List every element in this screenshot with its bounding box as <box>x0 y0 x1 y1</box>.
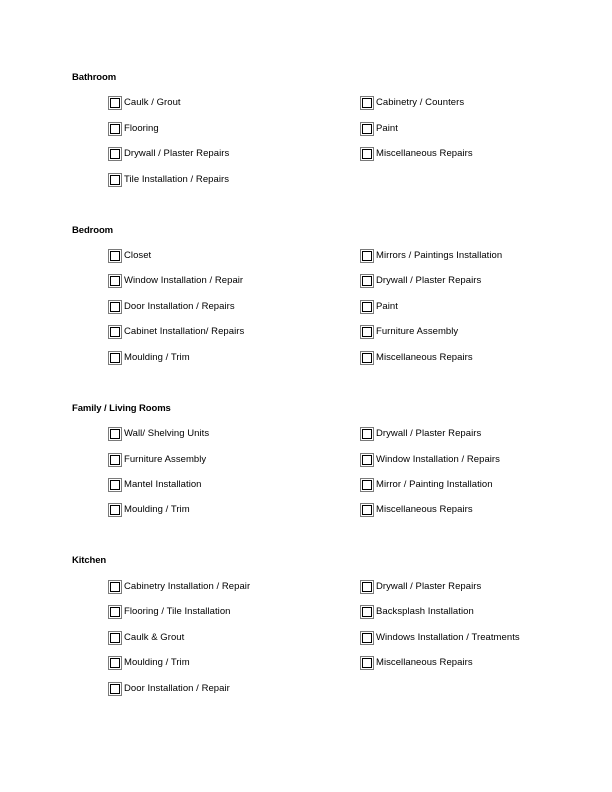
checkbox-icon[interactable] <box>360 96 374 110</box>
checkbox-label: Furniture Assembly <box>376 326 459 337</box>
checkbox-icon[interactable] <box>360 274 374 288</box>
checkbox-icon[interactable] <box>108 682 122 696</box>
checkbox-bedroom-cabinet[interactable] <box>108 325 244 339</box>
checkbox-label: Mirrors / Paintings Installation <box>376 250 503 261</box>
checkbox-icon[interactable] <box>108 274 122 288</box>
checkbox-kitchen-caulk[interactable] <box>108 631 184 645</box>
checkbox-icon[interactable] <box>360 580 374 594</box>
checkbox-living-shelving[interactable] <box>108 427 209 441</box>
checkbox-living-drywall[interactable] <box>360 427 481 441</box>
checkbox-bathroom-flooring[interactable] <box>108 122 159 136</box>
checkbox-bedroom-misc[interactable] <box>360 351 473 365</box>
checkbox-bedroom-moulding[interactable] <box>108 351 190 365</box>
checkbox-bathroom-tile[interactable] <box>108 173 229 187</box>
checkbox-icon[interactable] <box>108 605 122 619</box>
checkbox-label: Miscellaneous Repairs <box>376 657 473 668</box>
checkbox-icon[interactable] <box>360 503 374 517</box>
checkbox-label: Paint <box>376 301 398 312</box>
checkbox-label: Cabinet Installation/ Repairs <box>124 326 245 337</box>
checkbox-bedroom-mirrors[interactable] <box>360 249 502 263</box>
checkbox-icon[interactable] <box>360 656 374 670</box>
checkbox-icon[interactable] <box>360 453 374 467</box>
checkbox-icon[interactable] <box>108 351 122 365</box>
checkbox-icon[interactable] <box>108 300 122 314</box>
checkbox-label: Backsplash Installation <box>376 606 474 617</box>
checkbox-label: Cabinetry Installation / Repair <box>124 581 251 592</box>
checkbox-living-window[interactable] <box>360 453 500 467</box>
checkbox-label: Mantel Installation <box>124 479 202 490</box>
checkbox-icon[interactable] <box>360 147 374 161</box>
checkbox-icon[interactable] <box>360 427 374 441</box>
checkbox-label: Drywall / Plaster Repairs <box>376 581 482 592</box>
checkbox-icon[interactable] <box>108 122 122 136</box>
checkbox-icon[interactable] <box>360 249 374 263</box>
checkbox-icon[interactable] <box>108 656 122 670</box>
checkbox-label: Wall/ Shelving Units <box>124 428 210 439</box>
checkbox-label: Drywall / Plaster Repairs <box>376 275 482 286</box>
checkbox-kitchen-drywall[interactable] <box>360 580 481 594</box>
checkbox-kitchen-misc[interactable] <box>360 656 473 670</box>
checkbox-label: Caulk & Grout <box>124 632 185 643</box>
checkbox-bathroom-paint[interactable] <box>360 122 398 136</box>
checkbox-icon[interactable] <box>108 580 122 594</box>
checkbox-kitchen-moulding[interactable] <box>108 656 190 670</box>
checkbox-label: Drywall / Plaster Repairs <box>376 428 482 439</box>
checkbox-bedroom-door[interactable] <box>108 300 235 314</box>
checkbox-icon[interactable] <box>360 351 374 365</box>
checkbox-bedroom-closet[interactable] <box>108 249 151 263</box>
checkbox-label: Cabinetry / Counters <box>376 97 465 108</box>
checkbox-label: Drywall / Plaster Repairs <box>124 148 230 159</box>
checkbox-kitchen-door[interactable] <box>108 682 230 696</box>
checkbox-label: Closet <box>124 250 152 261</box>
checkbox-label: Miscellaneous Repairs <box>376 148 473 159</box>
checkbox-label: Mirror / Painting Installation <box>376 479 493 490</box>
checkbox-label: Furniture Assembly <box>124 454 207 465</box>
checkbox-bathroom-misc[interactable] <box>360 147 473 161</box>
checkbox-icon[interactable] <box>108 173 122 187</box>
section-title-family-living: Family / Living Rooms <box>72 403 171 414</box>
checkbox-icon[interactable] <box>360 478 374 492</box>
checkbox-label: Door Installation / Repair <box>124 683 230 694</box>
checkbox-label: Window Installation / Repairs <box>376 454 500 465</box>
checkbox-bedroom-window[interactable] <box>108 274 243 288</box>
checkbox-icon[interactable] <box>108 478 122 492</box>
checkbox-kitchen-cabinetry[interactable] <box>108 580 250 594</box>
checkbox-icon[interactable] <box>360 631 374 645</box>
checkbox-icon[interactable] <box>360 300 374 314</box>
checkbox-icon[interactable] <box>360 605 374 619</box>
checkbox-label: Miscellaneous Repairs <box>376 504 473 515</box>
section-title-bedroom: Bedroom <box>72 225 113 236</box>
checkbox-label: Flooring <box>124 123 159 134</box>
checkbox-label: Paint <box>376 123 398 134</box>
checkbox-icon[interactable] <box>360 122 374 136</box>
checkbox-label: Window Installation / Repair <box>124 275 244 286</box>
checkbox-label: Miscellaneous Repairs <box>376 352 473 363</box>
checkbox-label: Door Installation / Repairs <box>124 301 235 312</box>
checkbox-icon[interactable] <box>108 503 122 517</box>
checkbox-bathroom-drywall[interactable] <box>108 147 229 161</box>
checkbox-kitchen-backsplash[interactable] <box>360 605 474 619</box>
checkbox-living-moulding[interactable] <box>108 503 190 517</box>
checkbox-living-furniture[interactable] <box>108 453 206 467</box>
checkbox-icon[interactable] <box>108 325 122 339</box>
checkbox-label: Tile Installation / Repairs <box>124 174 230 185</box>
checkbox-label: Caulk / Grout <box>124 97 181 108</box>
checkbox-icon[interactable] <box>108 249 122 263</box>
checkbox-icon[interactable] <box>360 325 374 339</box>
checkbox-bathroom-cabinetry[interactable] <box>360 96 464 110</box>
checkbox-icon[interactable] <box>108 427 122 441</box>
checkbox-icon[interactable] <box>108 147 122 161</box>
checkbox-label: Moulding / Trim <box>124 657 190 668</box>
section-title-bathroom: Bathroom <box>72 72 117 83</box>
checkbox-icon[interactable] <box>108 631 122 645</box>
section-title-kitchen: Kitchen <box>72 555 107 566</box>
checkbox-kitchen-flooring[interactable] <box>108 605 230 619</box>
checkbox-icon[interactable] <box>108 453 122 467</box>
checkbox-label: Windows Installation / Treatments <box>376 632 520 643</box>
checkbox-icon[interactable] <box>108 96 122 110</box>
checkbox-bedroom-drywall[interactable] <box>360 274 481 288</box>
checkbox-label: Moulding / Trim <box>124 352 190 363</box>
checkbox-label: Moulding / Trim <box>124 504 190 515</box>
checkbox-living-mirror[interactable] <box>360 478 493 492</box>
checkbox-bathroom-caulk-grout[interactable] <box>108 96 181 110</box>
checkbox-bedroom-furniture[interactable] <box>360 325 458 339</box>
checkbox-label: Flooring / Tile Installation <box>124 606 231 617</box>
checkbox-living-mantel[interactable] <box>108 478 202 492</box>
checkbox-living-misc[interactable] <box>360 503 473 517</box>
checkbox-bedroom-paint[interactable] <box>360 300 398 314</box>
checkbox-kitchen-windows[interactable] <box>360 631 520 645</box>
